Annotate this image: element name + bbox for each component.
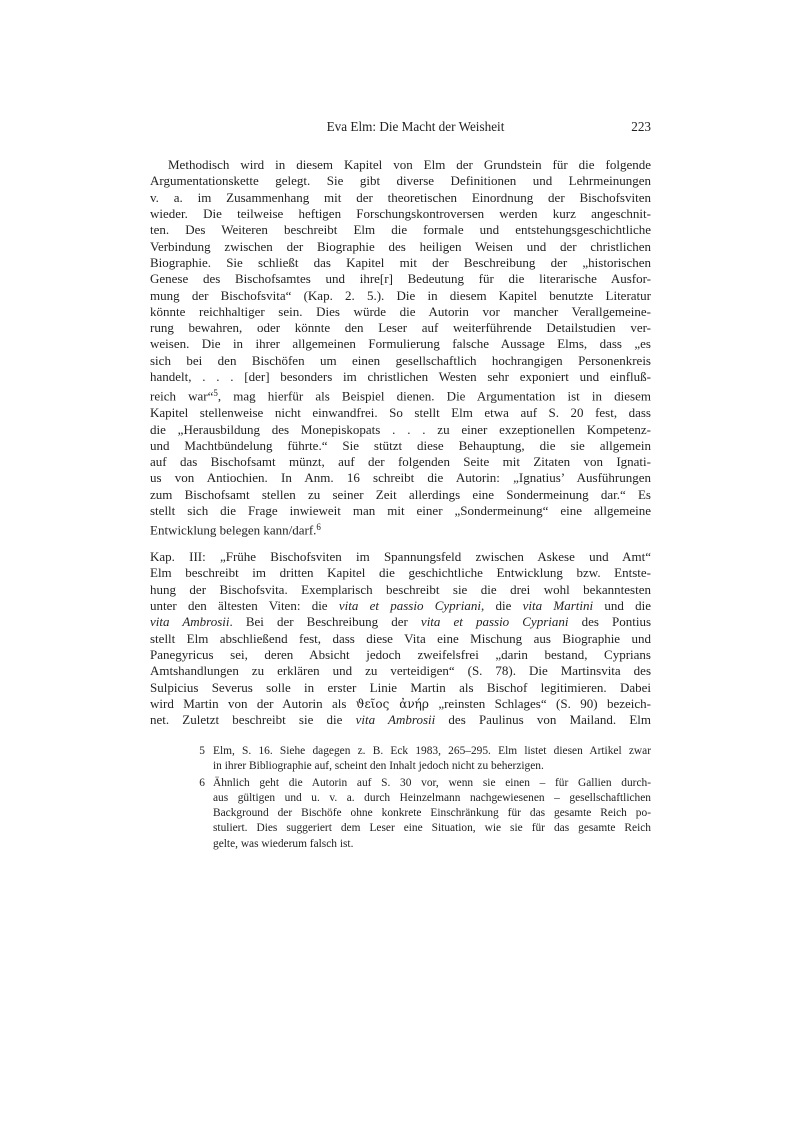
text-line: stellt Elm abschließend fest, dass diese Vita eine Mischung aus Biographie und xyxy=(150,630,651,646)
text-line: Kapitel stellenweise nicht einwandfrei. So stellt Elm etwa auf S. 20 fest, dass xyxy=(150,405,651,421)
text-line: unter den ältesten Viten: die vita et passio Cypriani, die vita Martini und die xyxy=(150,597,651,613)
text-line: stuliert. Dies suggeriert dem Leser eine Situation, wie sie für das gesamte Reich xyxy=(213,822,651,835)
text-line: Verbindung zwischen der Biographie des heiligen Weisen und der christlichen xyxy=(150,238,651,254)
footnote xyxy=(150,776,651,851)
text-line: vita Ambrosii. Bei der Beschreibung der vita et passio Cypriani des Pontius xyxy=(150,614,652,630)
text-line: zum Bischofsamt stellen zu seiner Zeit allerdings eine Sondermeinung dar.“ Es xyxy=(150,486,651,502)
text-line: Kap. III: „Frühe Bischofsviten im Spannungsfeld zwischen Askese und Amt“ xyxy=(150,549,651,564)
text-line: Amtshandlungen zu erklären und zu verteidigen“ (S. 78). Die Martinsvita des xyxy=(150,663,651,679)
text-line: ten. Des Weiteren beschreibt Elm die formale und entstehungsgeschichtliche xyxy=(150,222,651,238)
text-line: wird Martin von der Autorin als ϑεῖος ἀνήρ „reinsten Schlages“ (S. 90) bezeich- xyxy=(150,695,651,711)
footnote-reference: 5 xyxy=(213,388,218,399)
text-line: Biographie. Sie schließt das Kapitel mit der Beschreibung der „historischen xyxy=(150,254,651,270)
italic-text: vita Ambrosii xyxy=(355,712,436,728)
text-line: Ähnlich geht die Autorin auf S. 30 vor, wenn sie einen – für Gallien durch- xyxy=(213,777,651,790)
text-line: Elm beschreibt im dritten Kapitel die geschichtliche Entwicklung bzw. Entste- xyxy=(150,565,651,581)
italic-text: vita Martini xyxy=(522,597,594,613)
footnote-number: 5 xyxy=(199,745,205,757)
text-line: Sulpicius Severus solle in erster Linie Martin als Bischof legitimieren. Dabei xyxy=(150,679,651,695)
footnote-reference: 6 xyxy=(316,522,321,533)
italic-text: vita et passio Cypriani xyxy=(338,597,481,613)
text-line: weisen. Die in ihrer allgemeinen Formulierung falsche Aussage Elms, dass „es xyxy=(150,336,651,352)
footnote-text xyxy=(213,744,651,774)
text-line: auf das Bischofsamt münzt, auf der folgenden Seite mit Zitaten von Ignati- xyxy=(150,454,651,470)
text-line: stellt sich die Frage inwieweit man mit einer „Sondermeinung“ eine allgemeine xyxy=(150,503,651,519)
header-title: Eva Elm: Die Macht der Weisheit xyxy=(326,119,505,134)
footnote xyxy=(150,744,651,774)
text-line: Background der Bischöfe ohne konkrete Einschränkung für das gesamte Reich po- xyxy=(213,807,651,820)
italic-text: vita Ambrosii xyxy=(150,614,230,630)
page-number: 223 xyxy=(631,119,651,134)
text-line: reich war“$^5$, mag hierfür als Beispiel dienen. Die Argumentation ist in diesem xyxy=(150,388,651,404)
text-line: net. Zuletzt beschreibt sie die vita Ambrosii des Paulinus von Mailand. Elm xyxy=(150,712,652,728)
text-line: Argumentationskette gelegt. Sie gibt diverse Definitionen und Lehrmeinungen xyxy=(150,173,651,189)
footnote-number: 6 xyxy=(199,777,205,790)
text-line: sich bei den Bischöfen um einen gesellschaftlich hochrangigen Personenkreis xyxy=(150,352,651,368)
text-line: mung der Bischofsvita“ (Kap. 2. 5.). Die in diesem Kapitel benutzte Literatur xyxy=(150,287,651,303)
greek-text: ϑεῖος ἀνήρ xyxy=(355,696,429,711)
footnotes xyxy=(150,744,651,852)
paragraph-methodisch xyxy=(150,157,651,539)
text-line: in ihrer Bibliographie auf, scheint den Inhalt jedoch nicht zu beherzigen. xyxy=(213,760,544,773)
italic-text: vita et passio Cypriani xyxy=(420,614,569,630)
text-line: die „Herausbildung des Monepiskopats . . . zu einer exzeptionellen Kompetenz- xyxy=(150,421,651,437)
footnote-text xyxy=(213,776,651,851)
text-line: gelte, was wiederum falsch ist. xyxy=(213,837,354,850)
text-line: Entwicklung belegen kann/darf.$^6$ xyxy=(150,522,321,538)
text-line: aus gültigen und u. v. a. durch Heinzelmann nachgewiesenen – gesellschaftlichen xyxy=(213,792,651,805)
text-line: Genese des Bischofsamtes und ihre[r] Bedeutung für die literarische Ausfor- xyxy=(150,271,651,287)
text-line: könnte reichhaltiger sein. Dies würde die Autorin vor mancher Verallgemeine- xyxy=(150,303,651,319)
text-line: Elm, S. 16. Siehe dagegen z. B. Eck 1983, 265–295. Elm listet diesen Artikel zwar xyxy=(213,745,651,757)
text-line: us von Antiochien. In Anm. 16 schreibt die Autorin: „Ignatius’ Ausführungen xyxy=(150,470,651,486)
running-header xyxy=(150,119,651,137)
text-line: hung der Bischofsvita. Exemplarisch beschreibt sie die drei wohl bekanntesten xyxy=(150,581,651,597)
text-line: v. a. im Zusammenhang mit der theoretischen Einordnung der Bischofsviten xyxy=(150,189,651,205)
text-line: und Machtbündelung führte.“ Sie stützt diese Behauptung, die sie allgemein xyxy=(150,437,651,453)
text-line: Methodisch wird in diesem Kapitel von Elm der Grundstein für die folgende xyxy=(168,157,651,172)
text-line: handelt, . . . [der] besonders im christlichen Westen sehr exponiert und einfluß- xyxy=(150,369,651,385)
text-line: Panegyricus sei, deren Absicht jedoch zweifelsfrei „darin bestand, Cyprians xyxy=(150,646,651,662)
text-line: wieder. Die teilweise heftigen Forschungskontroversen werden kurz angeschnit- xyxy=(150,205,651,221)
paragraph-kap-iii xyxy=(150,549,651,728)
text-line: rung bewahren, oder könnte den Leser auf weiterführende Detailstudien ver- xyxy=(150,320,651,336)
